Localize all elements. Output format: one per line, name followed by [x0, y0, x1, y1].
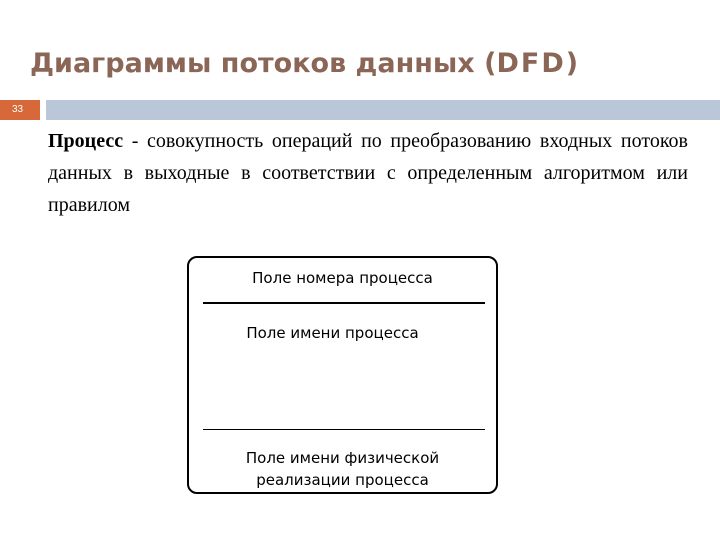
process-physical-field	[189, 447, 496, 491]
process-physical-field-line1: Поле имени физической	[245, 449, 440, 467]
process-separator-bottom	[203, 429, 485, 430]
process-number-field: Поле номера процесса	[252, 269, 433, 287]
definition-paragraph	[48, 125, 688, 221]
slide-title	[30, 48, 580, 79]
definition-text: - совокупность операций по преобразованию входных потоков данных в выходные в соответствии с определенным алгоритмом или правилом	[48, 130, 688, 216]
slide-title-code: DFD)	[496, 48, 581, 79]
slide-title-text: Диаграммы потоков данных (	[30, 48, 497, 79]
process-separator-top	[203, 302, 485, 304]
process-diagram	[187, 256, 498, 494]
process-physical-field-line2: реализации процесса	[256, 471, 429, 489]
definition-term: Процесс	[48, 130, 124, 152]
page-number-badge	[0, 100, 40, 120]
title-rule	[46, 100, 720, 120]
process-name-field: Поле имени процесса	[246, 324, 419, 342]
page-number: 33	[12, 104, 24, 115]
